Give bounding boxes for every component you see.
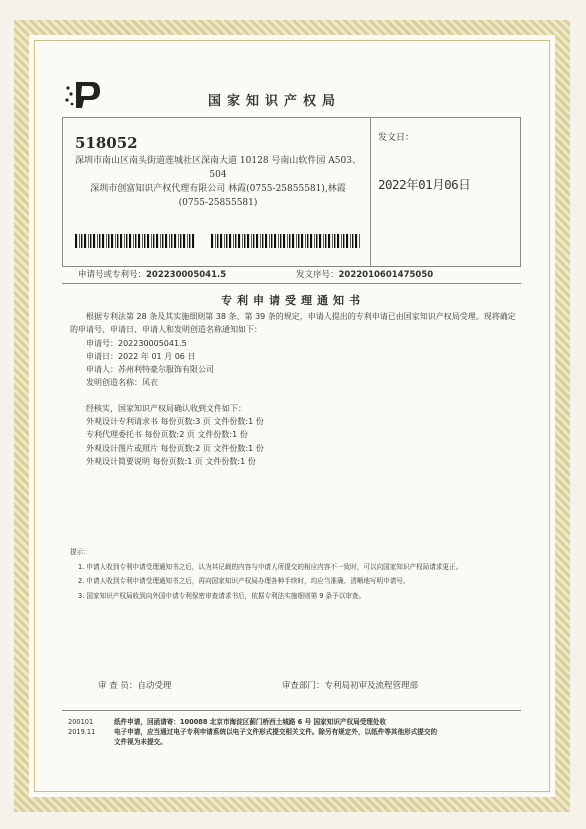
address-line: 深圳市创富知识产权代理有限公司 林霞(0755-25855581),林霞 bbox=[90, 184, 346, 194]
document-serial-value: 2022010601475050 bbox=[338, 270, 434, 280]
application-number-value: 202230005041.5 bbox=[146, 270, 227, 280]
notes-label: 提示： bbox=[70, 548, 90, 556]
reviewer: 审 查 员：自动受理 bbox=[98, 681, 172, 691]
document-item: 外观设计简要说明 每份页数:1 页 文件份数:1 份 bbox=[86, 456, 256, 466]
form-code-line: 200101 bbox=[68, 718, 94, 726]
note-item: 2. 申请人收到专利申请受理通知书之后，再向国家知识产权局办理各种手续时，均应当准确、清晰地写明申请号。 bbox=[78, 577, 410, 585]
cnipa-logo-icon bbox=[62, 78, 102, 110]
application-number bbox=[78, 268, 226, 280]
review-department: 审查部门：专利局初审及流程管理部 bbox=[282, 681, 419, 691]
form-code bbox=[68, 717, 108, 737]
address-line: 深圳市南山区南头街道莲城社区深南大道 10128 号南山软件园 A503、 bbox=[75, 156, 361, 166]
document-item: 外观设计专利请求书 每份页数:3 页 文件份数:1 份 bbox=[86, 417, 264, 427]
documents-intro: 经核实，国家知识产权局确认收到文件如下： bbox=[86, 403, 246, 413]
address-line: 504 bbox=[209, 170, 227, 180]
intro-paragraph: 根据专利法第 28 条及其实施细则第 38 条、第 39 条的规定，申请人提出的专利申请已由国家知识产权局受理。现将确定的申请号、申请日、申请人和发明创造名称通知如下： bbox=[70, 312, 516, 335]
notice-body bbox=[70, 310, 518, 468]
document-serial-label: 发文序号： bbox=[296, 270, 339, 280]
barcode-icon bbox=[75, 234, 195, 248]
barcode-icon bbox=[211, 234, 361, 248]
send-date: 2022年01月06日 bbox=[378, 177, 471, 192]
field-applicant: 申请人：苏州利特豪尔服饰有限公司 bbox=[86, 365, 214, 375]
address-header-box bbox=[62, 117, 521, 267]
header-divider bbox=[370, 118, 371, 266]
footer-line: 文件视为未提交。 bbox=[114, 738, 167, 746]
field-invention-name: 发明创造名称：风衣 bbox=[86, 378, 158, 388]
field-application-no: 申请号：202230005041.5 bbox=[86, 338, 187, 348]
office-name: 国家知识产权局 bbox=[208, 94, 342, 109]
document-serial bbox=[296, 268, 433, 280]
footer-divider bbox=[62, 710, 521, 711]
document-item: 专利代理委托书 每份页数:2 页 文件份数:1 份 bbox=[86, 430, 248, 440]
footer-line: 电子申请，应当通过电子专利申请系统以电子文件形式提交相关文件。除另有规定外，以纸件等其他形式提交的 bbox=[114, 728, 438, 736]
form-code-line: 2019.11 bbox=[68, 728, 96, 736]
footer-text bbox=[114, 717, 528, 747]
zip-code: 518052 bbox=[75, 134, 138, 152]
document-item: 外观设计图片或照片 每份页数:2 页 文件份数:1 份 bbox=[86, 443, 264, 453]
notes-section bbox=[70, 547, 518, 605]
send-date-label: 发文日： bbox=[378, 133, 415, 143]
field-filing-date: 申请日：2022 年 01 月 06 日 bbox=[86, 351, 196, 361]
recipient-address bbox=[73, 154, 363, 210]
address-line: (0755-25855581) bbox=[178, 198, 258, 208]
note-item: 1. 申请人收到专利申请受理通知书之后，认为其记载的内容与申请人所提交的相应内容不一致时，可以向国家知识产权局请求更正。 bbox=[78, 562, 463, 571]
footer-line: 纸件申请，回函请寄：100088 北京市海淀区蓟门桥西土城路 6 号 国家知识产权局受理处收 bbox=[114, 718, 387, 726]
note-item: 3. 国家知识产权局收到向外国申请专利保密审查请求书后，依据专利法实施细则第 9 条予以审查。 bbox=[78, 591, 366, 600]
notice-title: 专利申请受理通知书 bbox=[221, 294, 365, 307]
divider bbox=[62, 283, 521, 284]
application-number-label: 申请号或专利号： bbox=[78, 270, 147, 280]
